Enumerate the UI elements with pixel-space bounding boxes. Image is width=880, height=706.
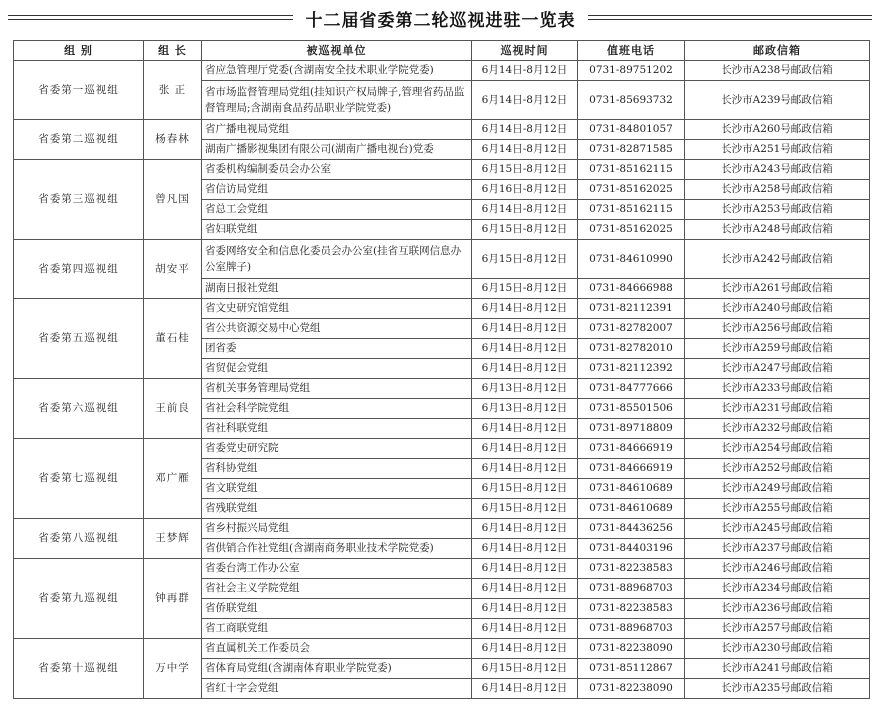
inspected-unit-cell: 省科协党组: [202, 459, 472, 479]
group-name-cell: 省委第二巡视组: [14, 120, 144, 160]
inspection-time-cell: 6月14日-8月12日: [472, 679, 578, 699]
group-leader-cell: 万中学: [144, 639, 202, 699]
page-title: 十二届省委第二轮巡视进驻一览表: [305, 11, 576, 31]
inspected-unit-cell: 省妇联党组: [202, 220, 472, 240]
group-leader-cell: 张 正: [144, 61, 202, 120]
table-row: [14, 299, 870, 319]
inspected-unit-cell: 湖南日报社党组: [202, 279, 472, 299]
inspected-unit-cell: 省侨联党组: [202, 599, 472, 619]
inspected-unit-cell: 省贸促会党组: [202, 359, 472, 379]
header-leader: 组 长: [144, 41, 202, 61]
table-row: [14, 379, 870, 399]
inspected-unit-cell: 省供销合作社党组(含湖南商务职业技术学院党委): [202, 539, 472, 559]
inspection-time-cell: 6月14日-8月12日: [472, 299, 578, 319]
postal-mailbox-cell: 长沙市A249号邮政信箱: [685, 479, 870, 499]
postal-mailbox-cell: 长沙市A252号邮政信箱: [685, 459, 870, 479]
inspected-unit-cell: 省市场监督管理局党组(挂知识产权局牌子,管理省药品监督管理局;含湖南食品药品职业学院党委): [202, 81, 472, 120]
table-row: [14, 639, 870, 659]
duty-phone-cell: 0731-88968703: [578, 579, 685, 599]
duty-phone-cell: 0731-84436256: [578, 519, 685, 539]
inspected-unit-cell: 省委台湾工作办公室: [202, 559, 472, 579]
duty-phone-cell: 0731-84403196: [578, 539, 685, 559]
inspection-time-cell: 6月14日-8月12日: [472, 459, 578, 479]
table-row: [14, 519, 870, 539]
inspection-time-cell: 6月14日-8月12日: [472, 619, 578, 639]
duty-phone-cell: 0731-82238583: [578, 559, 685, 579]
group-name-cell: 省委第一巡视组: [14, 61, 144, 120]
postal-mailbox-cell: 长沙市A248号邮政信箱: [685, 220, 870, 240]
inspection-table: [13, 40, 870, 699]
inspection-time-cell: 6月14日-8月12日: [472, 579, 578, 599]
inspection-time-cell: 6月15日-8月12日: [472, 659, 578, 679]
inspection-time-cell: 6月14日-8月12日: [472, 200, 578, 220]
duty-phone-cell: 0731-84801057: [578, 120, 685, 140]
title-bar: [0, 0, 880, 32]
postal-mailbox-cell: 长沙市A234号邮政信箱: [685, 579, 870, 599]
inspection-time-cell: 6月15日-8月12日: [472, 479, 578, 499]
inspection-time-cell: 6月14日-8月12日: [472, 359, 578, 379]
duty-phone-cell: 0731-85162115: [578, 160, 685, 180]
inspection-time-cell: 6月14日-8月12日: [472, 599, 578, 619]
inspected-unit-cell: 团省委: [202, 339, 472, 359]
postal-mailbox-cell: 长沙市A242号邮政信箱: [685, 240, 870, 279]
group-leader-cell: 王前良: [144, 379, 202, 439]
inspected-unit-cell: 省社会科学院党组: [202, 399, 472, 419]
postal-mailbox-cell: 长沙市A241号邮政信箱: [685, 659, 870, 679]
header-group: 组 别: [14, 41, 144, 61]
duty-phone-cell: 0731-85501506: [578, 399, 685, 419]
inspected-unit-cell: 省公共资源交易中心党组: [202, 319, 472, 339]
inspection-time-cell: 6月14日-8月12日: [472, 419, 578, 439]
inspection-time-cell: 6月14日-8月12日: [472, 339, 578, 359]
postal-mailbox-cell: 长沙市A246号邮政信箱: [685, 559, 870, 579]
inspection-time-cell: 6月14日-8月12日: [472, 559, 578, 579]
duty-phone-cell: 0731-84610990: [578, 240, 685, 279]
duty-phone-cell: 0731-82112392: [578, 359, 685, 379]
group-name-cell: 省委第六巡视组: [14, 379, 144, 439]
postal-mailbox-cell: 长沙市A243号邮政信箱: [685, 160, 870, 180]
duty-phone-cell: 0731-89718809: [578, 419, 685, 439]
table-row: [14, 240, 870, 279]
postal-mailbox-cell: 长沙市A261号邮政信箱: [685, 279, 870, 299]
duty-phone-cell: 0731-85693732: [578, 81, 685, 120]
duty-phone-cell: 0731-84666919: [578, 439, 685, 459]
header-phone: 值班电话: [578, 41, 685, 61]
postal-mailbox-cell: 长沙市A236号邮政信箱: [685, 599, 870, 619]
inspected-unit-cell: 省委机构编制委员会办公室: [202, 160, 472, 180]
postal-mailbox-cell: 长沙市A240号邮政信箱: [685, 299, 870, 319]
postal-mailbox-cell: 长沙市A230号邮政信箱: [685, 639, 870, 659]
postal-mailbox-cell: 长沙市A260号邮政信箱: [685, 120, 870, 140]
inspected-unit-cell: 省应急管理厅党委(含湖南安全技术职业学院党委): [202, 61, 472, 81]
postal-mailbox-cell: 长沙市A233号邮政信箱: [685, 379, 870, 399]
inspection-time-cell: 6月14日-8月12日: [472, 539, 578, 559]
header-time: 巡视时间: [472, 41, 578, 61]
duty-phone-cell: 0731-85162025: [578, 180, 685, 200]
group-name-cell: 省委第九巡视组: [14, 559, 144, 639]
inspection-time-cell: 6月15日-8月12日: [472, 499, 578, 519]
group-leader-cell: 曾凡国: [144, 160, 202, 240]
inspection-time-cell: 6月14日-8月12日: [472, 61, 578, 81]
header-mailbox: 邮政信箱: [685, 41, 870, 61]
inspected-unit-cell: 省信访局党组: [202, 180, 472, 200]
postal-mailbox-cell: 长沙市A231号邮政信箱: [685, 399, 870, 419]
duty-phone-cell: 0731-82782010: [578, 339, 685, 359]
inspected-unit-cell: 省红十字会党组: [202, 679, 472, 699]
group-leader-cell: 邓广雁: [144, 439, 202, 519]
inspected-unit-cell: 省委网络安全和信息化委员会办公室(挂省互联网信息办公室牌子): [202, 240, 472, 279]
duty-phone-cell: 0731-85162025: [578, 220, 685, 240]
duty-phone-cell: 0731-84610689: [578, 479, 685, 499]
inspection-time-cell: 6月16日-8月12日: [472, 180, 578, 200]
postal-mailbox-cell: 长沙市A253号邮政信箱: [685, 200, 870, 220]
group-leader-cell: 胡安平: [144, 240, 202, 299]
duty-phone-cell: 0731-82238090: [578, 639, 685, 659]
duty-phone-cell: 0731-89751202: [578, 61, 685, 81]
group-name-cell: 省委第七巡视组: [14, 439, 144, 519]
inspection-time-cell: 6月14日-8月12日: [472, 519, 578, 539]
duty-phone-cell: 0731-84666988: [578, 279, 685, 299]
inspection-time-cell: 6月13日-8月12日: [472, 399, 578, 419]
table-row: [14, 120, 870, 140]
inspection-time-cell: 6月15日-8月12日: [472, 240, 578, 279]
inspected-unit-cell: 省广播电视局党组: [202, 120, 472, 140]
postal-mailbox-cell: 长沙市A235号邮政信箱: [685, 679, 870, 699]
inspected-unit-cell: 省直属机关工作委员会: [202, 639, 472, 659]
table-header-row: [14, 41, 870, 61]
inspected-unit-cell: 省工商联党组: [202, 619, 472, 639]
group-name-cell: 省委第八巡视组: [14, 519, 144, 559]
title-rule-right: [588, 15, 872, 20]
group-name-cell: 省委第五巡视组: [14, 299, 144, 379]
postal-mailbox-cell: 长沙市A251号邮政信箱: [685, 140, 870, 160]
inspection-time-cell: 6月13日-8月12日: [472, 379, 578, 399]
duty-phone-cell: 0731-82871585: [578, 140, 685, 160]
group-name-cell: 省委第十巡视组: [14, 639, 144, 699]
duty-phone-cell: 0731-88968703: [578, 619, 685, 639]
inspection-time-cell: 6月14日-8月12日: [472, 639, 578, 659]
inspection-time-cell: 6月14日-8月12日: [472, 439, 578, 459]
title-rule-left: [8, 15, 293, 20]
duty-phone-cell: 0731-84666919: [578, 459, 685, 479]
inspected-unit-cell: 省社会主义学院党组: [202, 579, 472, 599]
table-row: [14, 61, 870, 81]
postal-mailbox-cell: 长沙市A254号邮政信箱: [685, 439, 870, 459]
table-row: [14, 559, 870, 579]
inspection-time-cell: 6月14日-8月12日: [472, 120, 578, 140]
duty-phone-cell: 0731-82112391: [578, 299, 685, 319]
inspected-unit-cell: 省社科联党组: [202, 419, 472, 439]
group-leader-cell: 杨春林: [144, 120, 202, 160]
inspection-time-cell: 6月14日-8月12日: [472, 319, 578, 339]
postal-mailbox-cell: 长沙市A238号邮政信箱: [685, 61, 870, 81]
duty-phone-cell: 0731-82238090: [578, 679, 685, 699]
inspected-unit-cell: 省乡村振兴局党组: [202, 519, 472, 539]
inspection-time-cell: 6月14日-8月12日: [472, 140, 578, 160]
group-leader-cell: 钟再群: [144, 559, 202, 639]
postal-mailbox-cell: 长沙市A239号邮政信箱: [685, 81, 870, 120]
inspection-time-cell: 6月15日-8月12日: [472, 220, 578, 240]
table-row: [14, 439, 870, 459]
inspected-unit-cell: 省委党史研究院: [202, 439, 472, 459]
postal-mailbox-cell: 长沙市A256号邮政信箱: [685, 319, 870, 339]
inspected-unit-cell: 省残联党组: [202, 499, 472, 519]
inspected-unit-cell: 省文史研究馆党组: [202, 299, 472, 319]
table-row: [14, 160, 870, 180]
group-name-cell: 省委第四巡视组: [14, 240, 144, 299]
postal-mailbox-cell: 长沙市A247号邮政信箱: [685, 359, 870, 379]
postal-mailbox-cell: 长沙市A255号邮政信箱: [685, 499, 870, 519]
duty-phone-cell: 0731-82238583: [578, 599, 685, 619]
table-body: [14, 61, 870, 699]
header-unit: 被巡视单位: [202, 41, 472, 61]
inspected-unit-cell: 省文联党组: [202, 479, 472, 499]
postal-mailbox-cell: 长沙市A232号邮政信箱: [685, 419, 870, 439]
inspected-unit-cell: 省体育局党组(含湖南体育职业学院党委): [202, 659, 472, 679]
postal-mailbox-cell: 长沙市A259号邮政信箱: [685, 339, 870, 359]
duty-phone-cell: 0731-82782007: [578, 319, 685, 339]
inspection-time-cell: 6月14日-8月12日: [472, 81, 578, 120]
duty-phone-cell: 0731-84777666: [578, 379, 685, 399]
group-leader-cell: 董石桂: [144, 299, 202, 379]
duty-phone-cell: 0731-85162115: [578, 200, 685, 220]
inspection-time-cell: 6月15日-8月12日: [472, 160, 578, 180]
duty-phone-cell: 0731-85112867: [578, 659, 685, 679]
inspected-unit-cell: 湖南广播影视集团有限公司(湖南广播电视台)党委: [202, 140, 472, 160]
group-leader-cell: 王梦辉: [144, 519, 202, 559]
postal-mailbox-cell: 长沙市A237号邮政信箱: [685, 539, 870, 559]
inspection-time-cell: 6月15日-8月12日: [472, 279, 578, 299]
duty-phone-cell: 0731-84610689: [578, 499, 685, 519]
postal-mailbox-cell: 长沙市A258号邮政信箱: [685, 180, 870, 200]
postal-mailbox-cell: 长沙市A245号邮政信箱: [685, 519, 870, 539]
inspected-unit-cell: 省机关事务管理局党组: [202, 379, 472, 399]
inspected-unit-cell: 省总工会党组: [202, 200, 472, 220]
postal-mailbox-cell: 长沙市A257号邮政信箱: [685, 619, 870, 639]
group-name-cell: 省委第三巡视组: [14, 160, 144, 240]
